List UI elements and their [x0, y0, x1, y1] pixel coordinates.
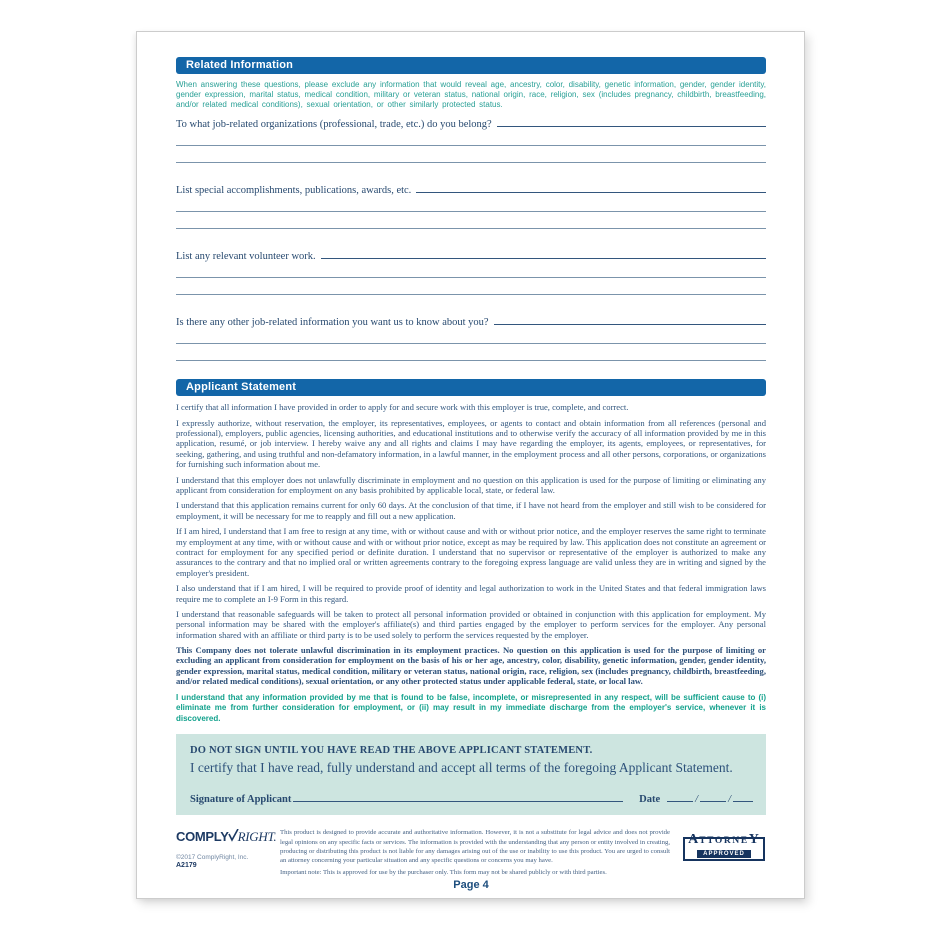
date-label: Date [639, 794, 661, 806]
volunteer-answer-line[interactable] [176, 277, 766, 278]
date-month-line[interactable] [667, 791, 693, 802]
date-day-line[interactable] [700, 791, 726, 802]
accomplishments-answer-field[interactable] [416, 181, 766, 193]
question-other-info-label: Is there any other job-related information you want us to know about you? [176, 317, 489, 329]
badge-attorney-text [682, 832, 766, 848]
statement-paragraph: I expressly authorize, without reservation, the employer, its representatives, employees, or agents to contact and obtain information from all references (personal and professional), employers, public agencies, licensing authorities, and educational institutions and to otherwise verify the accuracy of all information provided by me in this application, resumé, or job interview. I hereby waive any and all rights and claims I may have regarding the employer, its agents, employees, or representatives, for seeking, gathering, and using truthful and non-defamatory information, in a lawful manner, in the employment process and all other persons, corporations, or organizations for furnishing such information about me. [176, 417, 766, 470]
date-year-line[interactable] [733, 791, 753, 802]
form-content [137, 32, 804, 891]
signature-line[interactable] [293, 791, 623, 802]
question-accomplishments [176, 181, 766, 195]
related-intro-text: When answering these questions, please exclude any information that would reveal age, ancestry, color, disability, genetic information, gender, gender identity, gender expression, marital status, medical condition, military or veteran status, national origin, race, religion, sex (includes pregnancy, childbirth, breastfeeding, and/or related medical conditions), sexual orientation, or other similarly protected status. [176, 80, 766, 109]
applicant-statement-header-label: Applicant Statement [186, 381, 297, 394]
footer [176, 828, 766, 876]
other-info-answer-field[interactable] [494, 313, 766, 325]
logo-right-text: RIGHT. [237, 829, 277, 845]
statement-paragraph: I understand that reasonable safeguards will be taken to protect all personal information provided or obtained in conjunction with this application for employment. My personal information may be shared with the employer's affiliate(s) and third parties engaged by the employer to perform services for the employer. Any personal information shared with an affiliate or third party is to be used solely to perform the services requested by the employer. [176, 608, 766, 640]
legal-disclaimer-text: This product is designed to provide accurate and authoritative information. However, it is not a substitute for legal advice and does not provide legal opinions on any specific facts or services. The information is provided with the understanding that any person or entity involved in creating, producing or distributing this product is not liable for any damages arising out of the use or inability to use this product. You are urged to consult an attorney concerning your particular situation and any specific questions or concerns you may have. [280, 829, 670, 865]
attorney-approved-badge [682, 831, 766, 864]
statement-paragraph: I also understand that if I am hired, I will be required to provide proof of identity and legal authorization to work in the United States and that federal immigration laws require me to complete an I-9 Form in this regard. [176, 583, 766, 604]
logo-check-icon [229, 830, 238, 841]
signature-of-applicant-label: Signature of Applicant [190, 794, 292, 806]
complyright-logo [176, 828, 280, 846]
badge-letters: TTORNE [699, 836, 749, 847]
accomplishments-answer-line[interactable] [176, 228, 766, 229]
organizations-answer-line[interactable] [176, 145, 766, 146]
related-information-header [176, 57, 766, 74]
question-volunteer-label: List any relevant volunteer work. [176, 251, 316, 263]
badge-approved-text: APPROVED [697, 850, 751, 859]
volunteer-answer-line[interactable] [176, 294, 766, 295]
badge-letter: Y [748, 832, 760, 848]
question-organizations [176, 115, 766, 129]
footer-brand-block [176, 828, 280, 876]
statement-paragraph: I certify that all information I have provided in order to apply for and secure work with this employer is true, complete, and correct. [176, 402, 629, 413]
statement-paragraph: I understand that this application remains current for only 60 days. At the conclusion of that time, if I have not heard from the employer and still wish to be considered for employment, it will be necessary for me to reapply and fill out a new application. [176, 500, 766, 521]
other-info-answer-line[interactable] [176, 343, 766, 344]
statement-nondiscrimination-paragraph: This Company does not tolerate unlawful discrimination in its employment practices. No question on this application is used for the purpose of limiting or excluding an applicant from consideration for employment on the basis of his or her age, ancestry, color, disability, genetic information, gender, gender identity, gender expression, marital status, medical condition, military or veteran status, national origin, race, religion, sex (includes pregnancy, childbirth, breastfeeding, and/or related medical conditions), sexual orientation, or any other protected status under applicable federal, state, or local law. [176, 645, 766, 687]
question-other-info [176, 313, 766, 327]
date-slash: / [695, 794, 699, 806]
logo-comply-text: COMPLY [176, 829, 229, 845]
signature-box [176, 734, 766, 815]
form-page-sheet [136, 31, 805, 899]
volunteer-answer-field[interactable] [321, 247, 766, 259]
certify-statement: I certify that I have read, fully understand and accept all terms of the foregoing Applicant Statement. [190, 760, 733, 776]
form-number: A2179 [176, 862, 197, 870]
question-volunteer [176, 247, 766, 261]
do-not-sign-warning: DO NOT SIGN UNTIL YOU HAVE READ THE ABOVE APPLICANT STATEMENT. [190, 745, 593, 757]
other-info-answer-line[interactable] [176, 360, 766, 361]
important-note-text: Important note: This is approved for use by the purchaser only. This form may not be shared publicly or with third parties. [280, 869, 607, 877]
organizations-answer-field[interactable] [497, 115, 766, 127]
applicant-statement-header [176, 379, 766, 396]
footer-legal-block [280, 828, 682, 876]
date-slash: / [728, 794, 731, 806]
related-information-header-label: Related Information [186, 59, 294, 71]
statement-false-info-warning: I understand that any information provided by me that is found to be false, incomplete, or misrepresented in any respect, will be sufficient cause to (i) eliminate me from further consideration for employment, or (ii) may result in my immediate discharge from the employer's service, whenever it is discovered. [176, 692, 766, 723]
accomplishments-answer-line[interactable] [176, 211, 766, 212]
question-accomplishments-label: List special accomplishments, publications, awards, etc. [176, 185, 412, 197]
copyright-text: ©2017 ComplyRight, Inc. [176, 854, 249, 862]
page-number: Page 4 [453, 879, 489, 892]
statement-paragraph: I understand that this employer does not unlawfully discriminate in employment and no question on this application is used for the purpose of limiting or eliminating any applicant from consideration for employment on any basis prohibited by applicable local, state, or federal law. [176, 474, 766, 495]
organizations-answer-line[interactable] [176, 162, 766, 163]
statement-paragraph: If I am hired, I understand that I am free to resign at any time, with or without cause and with or without prior notice, and the employer reserves the same right to terminate my employment at any time, with or without cause and with or without prior notice, except as may be required by law. This application does not constitute an agreement or contract for employment for any specified period or definite duration. I understand that no supervisor or representative of the employer is authorized to make any assurances to the contrary and that no implied oral or written agreements contrary to the foregoing express language are valid unless they are in writing and signed by the employer's president. [176, 526, 766, 578]
badge-letter: A [688, 832, 700, 848]
signature-row [190, 791, 753, 805]
question-organizations-label: To what job-related organizations (professional, trade, etc.) do you belong? [176, 119, 492, 131]
